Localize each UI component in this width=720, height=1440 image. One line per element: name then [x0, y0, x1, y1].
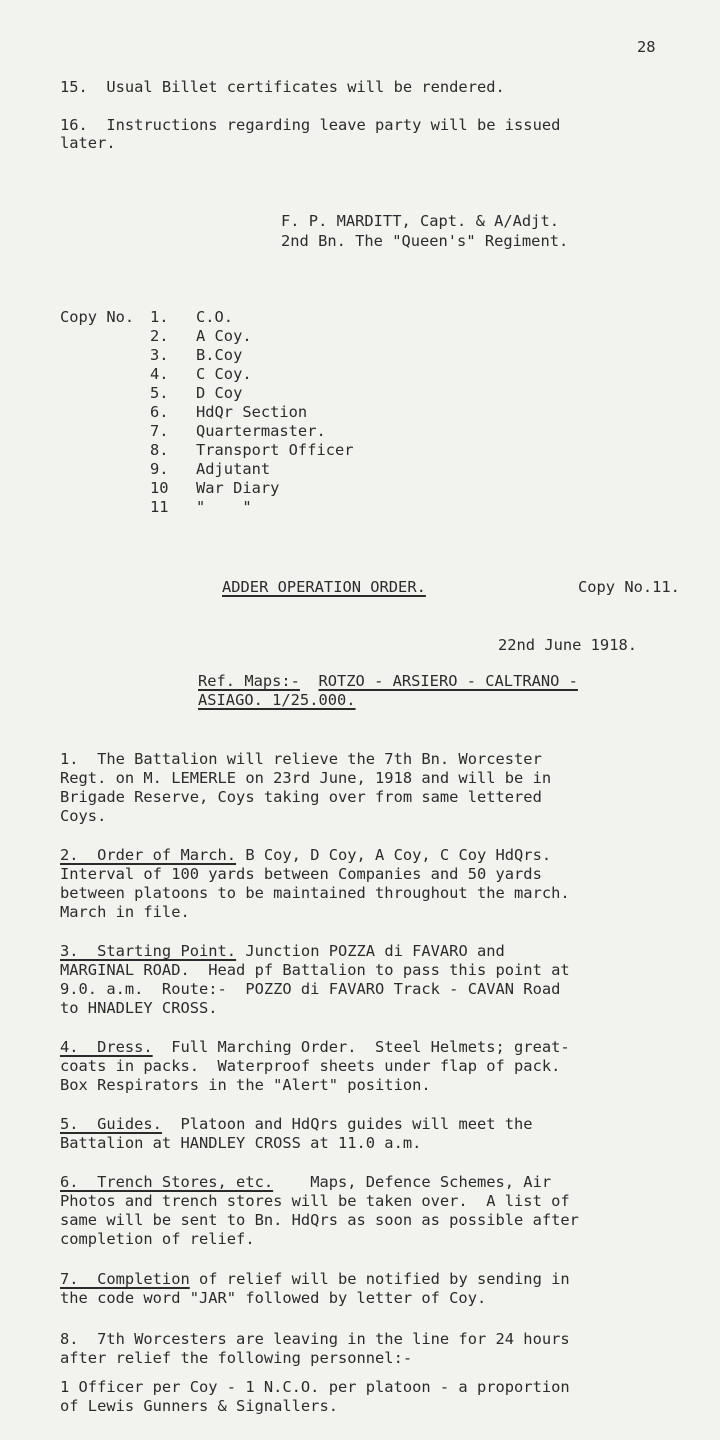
- text-line: to HNADLEY CROSS.: [60, 999, 218, 1017]
- paragraph-5-line-1-text: Platoon and HdQrs guides will meet the: [161, 1115, 533, 1133]
- text-line: Battalion at HANDLEY CROSS at 11.0 a.m.: [60, 1134, 422, 1152]
- distribution-entry-number: 5.: [150, 384, 169, 402]
- distribution-entry-text: Adjutant: [196, 460, 271, 478]
- distribution-entry: [150, 365, 252, 384]
- distribution-entry-text: C Coy.: [196, 365, 252, 383]
- text-line: Interval of 100 yards between Companies and 50 yards: [60, 865, 542, 883]
- distribution-entry: [150, 460, 270, 479]
- distribution-entry-number: 3.: [150, 346, 169, 364]
- distribution-entry-number: 7.: [150, 422, 169, 440]
- paragraph-7-line-1-text: of relief will be notified by sending in: [189, 1270, 570, 1288]
- page-number: 28: [637, 38, 656, 56]
- distribution-entry: [150, 384, 242, 403]
- text-line: same will be sent to Bn. HdQrs as soon as possible after: [60, 1211, 579, 1229]
- paragraph-7-line-1: [60, 1270, 570, 1289]
- text-line: March in file.: [60, 903, 190, 921]
- distribution-entry-text: A Coy.: [196, 327, 252, 345]
- distribution-entry: [150, 308, 233, 327]
- distribution-entry-text: War Diary: [196, 479, 280, 497]
- copy-number: Copy No.11.: [578, 578, 680, 596]
- distribution-entry-text: " ": [196, 498, 252, 516]
- paragraph-7-heading: 7. Completion: [60, 1270, 190, 1288]
- text-line: 9.0. a.m. Route:- POZZO di FAVARO Track - CAVAN Road: [60, 980, 561, 998]
- distribution-entry-number: 8.: [150, 441, 169, 459]
- ref-maps-label: Ref. Maps:-: [198, 672, 300, 690]
- paragraph-6-heading: 6. Trench Stores, etc.: [60, 1173, 274, 1191]
- ref-maps: [198, 672, 578, 691]
- paragraph-4-line-1: [60, 1038, 570, 1057]
- paragraph-6-body: [60, 1192, 579, 1249]
- paragraph-8-tail: [60, 1378, 570, 1416]
- text-line: MARGINAL ROAD. Head pf Battalion to pass this point at: [60, 961, 570, 979]
- distribution-entry-number: 11: [150, 498, 169, 516]
- paragraph-6-line-1-text: Maps, Defence Schemes, Air: [273, 1173, 552, 1191]
- ref-maps-line-2: ASIAGO. 1/25.000.: [198, 691, 356, 709]
- distribution-entry-text: Quartermaster.: [196, 422, 326, 440]
- signature-name: F. P. MARDITT, Capt. & A/Adjt.: [281, 212, 559, 230]
- paragraph-1: [60, 750, 551, 826]
- paragraph-7-body: [60, 1289, 486, 1308]
- paragraph-6-line-1: [60, 1173, 551, 1192]
- paragraph-2-line-1-text: B Coy, D Coy, A Coy, C Coy HdQrs.: [236, 846, 552, 864]
- distribution-entry-number: 2.: [150, 327, 169, 345]
- distribution-entry-text: Transport Officer: [196, 441, 354, 459]
- text-line: Box Respirators in the "Alert" position.: [60, 1076, 431, 1094]
- distribution-entry: [150, 346, 242, 365]
- distribution-entry-number: 6.: [150, 403, 169, 421]
- text-line: the code word "JAR" followed by letter of Coy.: [60, 1289, 487, 1307]
- text-line: after relief the following personnel:-: [60, 1349, 413, 1367]
- paragraph-4-heading: 4. Dress.: [60, 1038, 153, 1056]
- distribution-entry: [150, 479, 279, 498]
- paragraph-5-body: [60, 1134, 421, 1153]
- distribution-entry: [150, 327, 252, 346]
- text-line: 1. The Battalion will relieve the 7th Bn. Worcester: [60, 750, 542, 768]
- distribution-prefix: Copy No.: [60, 308, 135, 326]
- text-line: of Lewis Gunners & Signallers.: [60, 1397, 338, 1415]
- order-title: ADDER OPERATION ORDER.: [222, 578, 426, 596]
- text-line: 1 Officer per Coy - 1 N.C.O. per platoon - a proportion: [60, 1378, 570, 1396]
- distribution-entry-text: D Coy: [196, 384, 243, 402]
- order-date: 22nd June 1918.: [498, 636, 637, 654]
- text-line: 8. 7th Worcesters are leaving in the line for 24 hours: [60, 1330, 570, 1348]
- distribution-entry: [150, 441, 354, 460]
- text-line: Photos and trench stores will be taken over. A list of: [60, 1192, 570, 1210]
- distribution-entry: [150, 498, 252, 517]
- distribution-entry-number: 4.: [150, 365, 169, 383]
- paragraph-16-line-1: 16. Instructions regarding leave party will be issued: [60, 116, 561, 134]
- paragraph-2-line-1: [60, 846, 551, 865]
- distribution-entry-text: C.O.: [196, 308, 234, 326]
- ref-maps-line-1: ROTZO - ARSIERO - CALTRANO -: [318, 672, 578, 690]
- distribution-entry-text: HdQr Section: [196, 403, 308, 421]
- distribution-entry: [150, 403, 307, 422]
- paragraph-4-body: [60, 1057, 560, 1095]
- text-line: completion of relief.: [60, 1230, 255, 1248]
- paragraph-2-body: [60, 865, 570, 922]
- signature-unit: 2nd Bn. The "Queen's" Regiment.: [281, 232, 569, 250]
- paragraph-3-line-1: [60, 942, 505, 961]
- text-line: Regt. on M. LEMERLE on 23rd June, 1918 and will be in: [60, 769, 552, 787]
- text-line: Coys.: [60, 807, 107, 825]
- paragraph-15: 15. Usual Billet certificates will be rendered.: [60, 78, 505, 96]
- paragraph-8: [60, 1330, 570, 1368]
- distribution-entry-number: 10: [150, 479, 169, 497]
- distribution-entry-number: 9.: [150, 460, 169, 478]
- paragraph-3-line-1-text: Junction POZZA di FAVARO and: [236, 942, 505, 960]
- distribution-entry: [150, 422, 326, 441]
- paragraph-16-line-2: later.: [60, 134, 116, 152]
- paragraph-4-line-1-text: Full Marching Order. Steel Helmets; great-: [152, 1038, 570, 1056]
- paragraph-3-body: [60, 961, 570, 1018]
- distribution-entry-number: 1.: [150, 308, 169, 326]
- paragraph-5-heading: 5. Guides.: [60, 1115, 162, 1133]
- paragraph-3-heading: 3. Starting Point.: [60, 942, 237, 960]
- paragraph-5-line-1: [60, 1115, 533, 1134]
- text-line: Brigade Reserve, Coys taking over from same lettered: [60, 788, 542, 806]
- text-line: between platoons to be maintained throughout the march.: [60, 884, 570, 902]
- paragraph-2-heading: 2. Order of March.: [60, 846, 237, 864]
- text-line: coats in packs. Waterproof sheets under flap of pack.: [60, 1057, 561, 1075]
- distribution-entry-text: B.Coy: [196, 346, 243, 364]
